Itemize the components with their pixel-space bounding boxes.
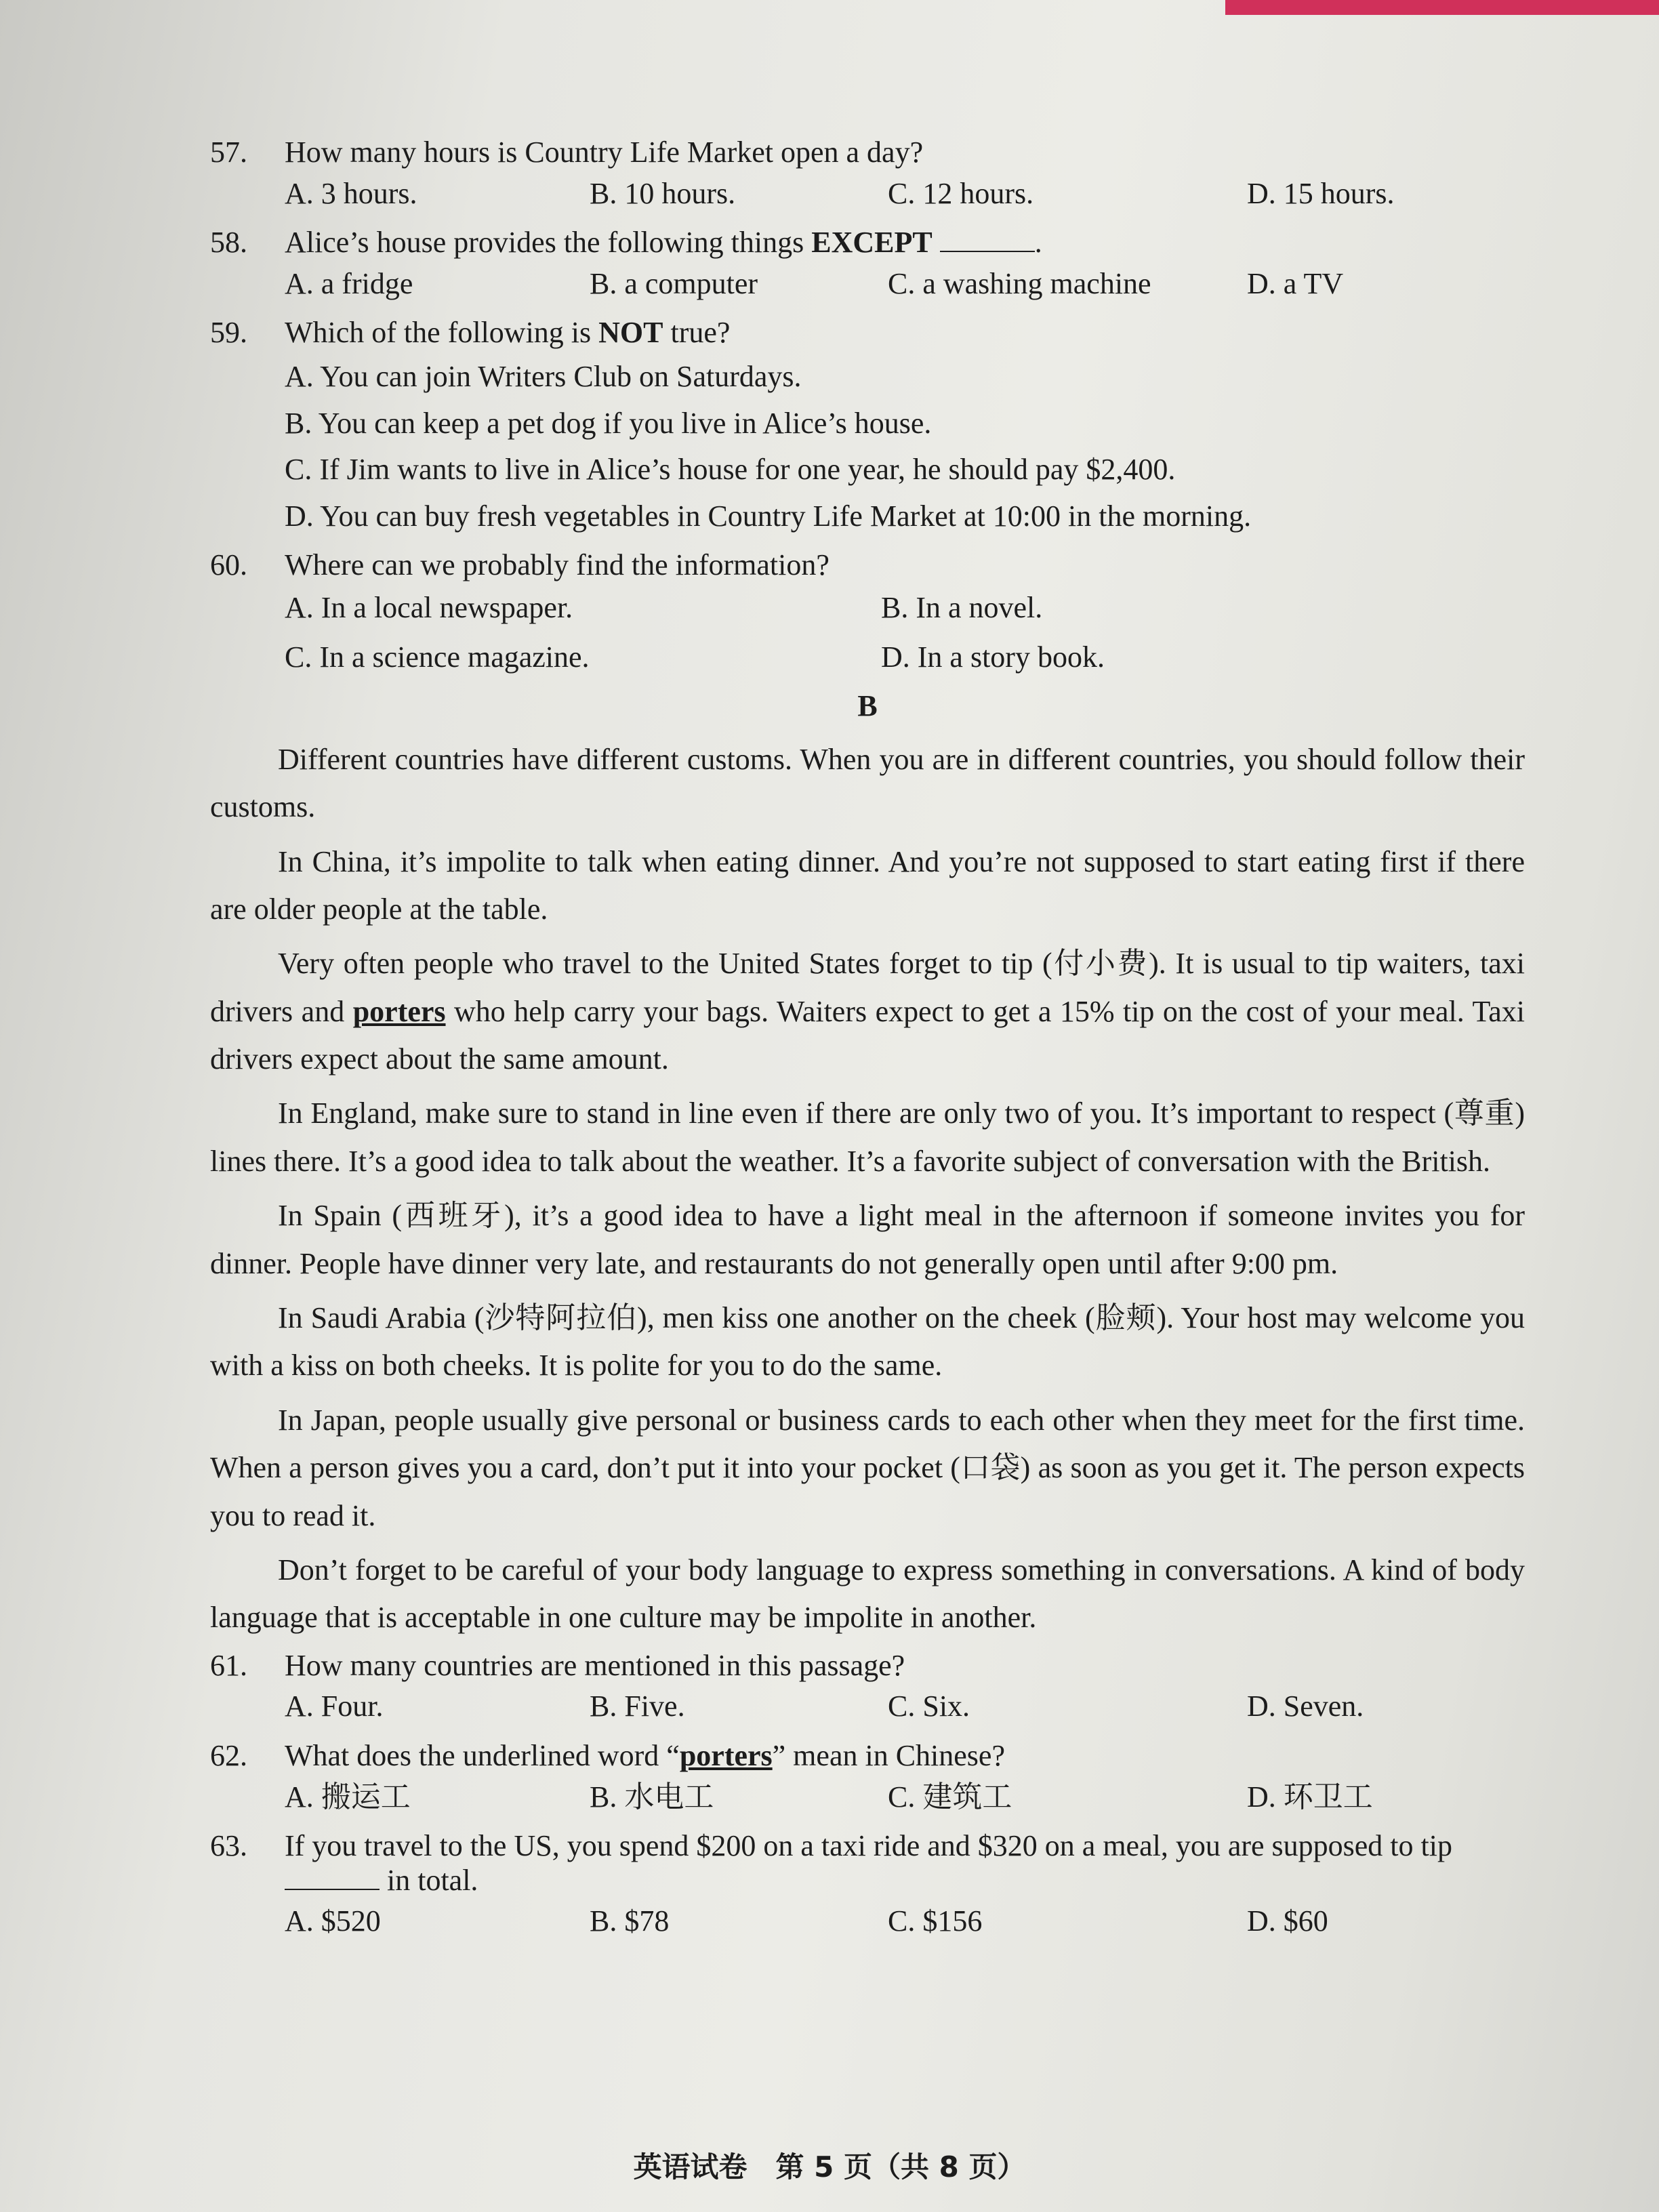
passage-paragraph: Don’t forget to be careful of your body language to express something in conversations. A kind of body language that is acceptable in one culture may be impolite in another. bbox=[210, 1553, 1525, 1635]
option-b: B. a computer bbox=[590, 266, 758, 300]
option-b: B. 10 hours. bbox=[590, 176, 736, 210]
underlined-word: porters bbox=[679, 1738, 773, 1772]
section-heading: B bbox=[857, 689, 878, 723]
option-c: C. If Jim wants to live in Alice’s house for one year, he should pay $2,400. bbox=[285, 453, 1176, 487]
options bbox=[210, 1780, 1525, 1815]
passage-paragraph: In Japan, people usually give personal or business cards to each other when they meet for the first time. When a person gives you a card, don’t put it into your pocket (口袋) as soon as you get it. The person expects you to read it. bbox=[210, 1403, 1525, 1532]
question-57 bbox=[210, 136, 1525, 211]
answer-blank bbox=[940, 251, 1035, 252]
option-d: D. $60 bbox=[1247, 1904, 1328, 1938]
question-text: If you travel to the US, you spend $200 on a taxi ride and $320 on a meal, you are supposed to tip in total. bbox=[285, 1829, 1452, 1897]
passage-paragraph: In China, it’s impolite to talk when eating dinner. And you’re not supposed to start eating first if there are older people at the table. bbox=[210, 844, 1525, 926]
option-c: C. 建筑工 bbox=[888, 1780, 1012, 1814]
passage-paragraph: In Saudi Arabia (沙特阿拉伯), men kiss one another on the cheek (脸颊). Your host may welcome you with a kiss on both cheeks. It is polite for you to do the same. bbox=[210, 1301, 1525, 1382]
question-text: How many hours is Country Life Market open a day? bbox=[285, 136, 924, 169]
options bbox=[210, 591, 1525, 674]
option-c: C. $156 bbox=[888, 1904, 983, 1938]
option-a: A. 搬运工 bbox=[285, 1780, 411, 1814]
question-number: 60. bbox=[210, 548, 247, 582]
question-number: 59. bbox=[210, 316, 247, 350]
option-a: A. You can join Writers Club on Saturdays. bbox=[285, 359, 802, 393]
options bbox=[210, 360, 1525, 533]
question-61 bbox=[210, 1649, 1525, 1724]
passage-paragraph: Very often people who travel to the United States forget to tip (付小费). It is usual to tip waiters, taxi drivers and porters who help carry your bags. Waiters expect to get a 15% tip on the cost of your meal. Taxi drivers expect about the same amount. bbox=[210, 947, 1525, 1076]
option-a: A. 3 hours. bbox=[285, 176, 417, 210]
option-a: A. In a local newspaper. bbox=[285, 590, 573, 624]
question-60 bbox=[210, 548, 1525, 674]
passage-paragraph: In Spain (西班牙), it’s a good idea to have a light meal in the afternoon if someone invites you for dinner. People have dinner very late, and restaurants do not generally open until after 9:00 pm. bbox=[210, 1199, 1525, 1280]
option-d: D. In a story book. bbox=[881, 640, 1105, 674]
option-c: C. Six. bbox=[888, 1689, 970, 1723]
emphasis-not: NOT bbox=[598, 316, 663, 350]
question-number: 63. bbox=[210, 1829, 247, 1863]
options bbox=[210, 177, 1525, 211]
passage-paragraph: Different countries have different customs. When you are in different countries, you should follow their customs. bbox=[210, 742, 1525, 824]
question-text: How many countries are mentioned in this passage? bbox=[285, 1648, 905, 1682]
red-edge-strip bbox=[1225, 0, 1659, 15]
question-62 bbox=[210, 1739, 1525, 1814]
question-number: 61. bbox=[210, 1648, 247, 1682]
question-58 bbox=[210, 226, 1525, 301]
option-a: A. $520 bbox=[285, 1904, 381, 1938]
option-d: D. 15 hours. bbox=[1247, 176, 1395, 210]
option-d: D. You can buy fresh vegetables in Country Life Market at 10:00 in the morning. bbox=[285, 499, 1252, 533]
question-number: 58. bbox=[210, 226, 247, 260]
question-number: 62. bbox=[210, 1738, 247, 1772]
option-d: D. 环卫工 bbox=[1247, 1780, 1373, 1814]
question-text: Where can we probably find the information? bbox=[285, 548, 830, 582]
page-footer: 英语试卷 第 5 页（共 8 页） bbox=[633, 2150, 1026, 2184]
option-b: B. You can keep a pet dog if you live in Alice’s house. bbox=[285, 406, 932, 440]
options bbox=[210, 1904, 1525, 1939]
option-b: B. $78 bbox=[590, 1904, 670, 1938]
underlined-word: porters bbox=[352, 994, 446, 1028]
option-a: A. a fridge bbox=[285, 266, 413, 300]
option-d: D. a TV bbox=[1247, 266, 1344, 300]
question-text: Which of the following is NOT true? bbox=[285, 316, 731, 350]
exam-page bbox=[210, 136, 1525, 1954]
reading-passage bbox=[210, 736, 1525, 1642]
question-63 bbox=[210, 1829, 1525, 1939]
question-59 bbox=[210, 316, 1525, 533]
options bbox=[210, 267, 1525, 302]
passage-paragraph: In England, make sure to stand in line even if there are only two of you. It’s important to respect (尊重) lines there. It’s a good idea to talk about the weather. It’s a favorite subject of conversation with the British. bbox=[210, 1097, 1525, 1178]
option-c: C. a washing machine bbox=[888, 266, 1151, 300]
option-d: D. Seven. bbox=[1247, 1689, 1364, 1723]
option-c: C. 12 hours. bbox=[888, 176, 1034, 210]
option-c: C. In a science magazine. bbox=[285, 640, 590, 674]
option-b: B. Five. bbox=[590, 1689, 685, 1723]
question-text: What does the underlined word “porters” mean in Chinese? bbox=[285, 1738, 1005, 1772]
question-text: Alice’s house provides the following things EXCEPT . bbox=[285, 226, 1042, 260]
option-a: A. Four. bbox=[285, 1689, 384, 1723]
question-number: 57. bbox=[210, 136, 247, 169]
answer-blank bbox=[285, 1889, 380, 1890]
options bbox=[210, 1689, 1525, 1724]
emphasis-except: EXCEPT bbox=[811, 226, 933, 260]
option-b: B. 水电工 bbox=[590, 1780, 714, 1814]
option-b: B. In a novel. bbox=[881, 590, 1043, 624]
